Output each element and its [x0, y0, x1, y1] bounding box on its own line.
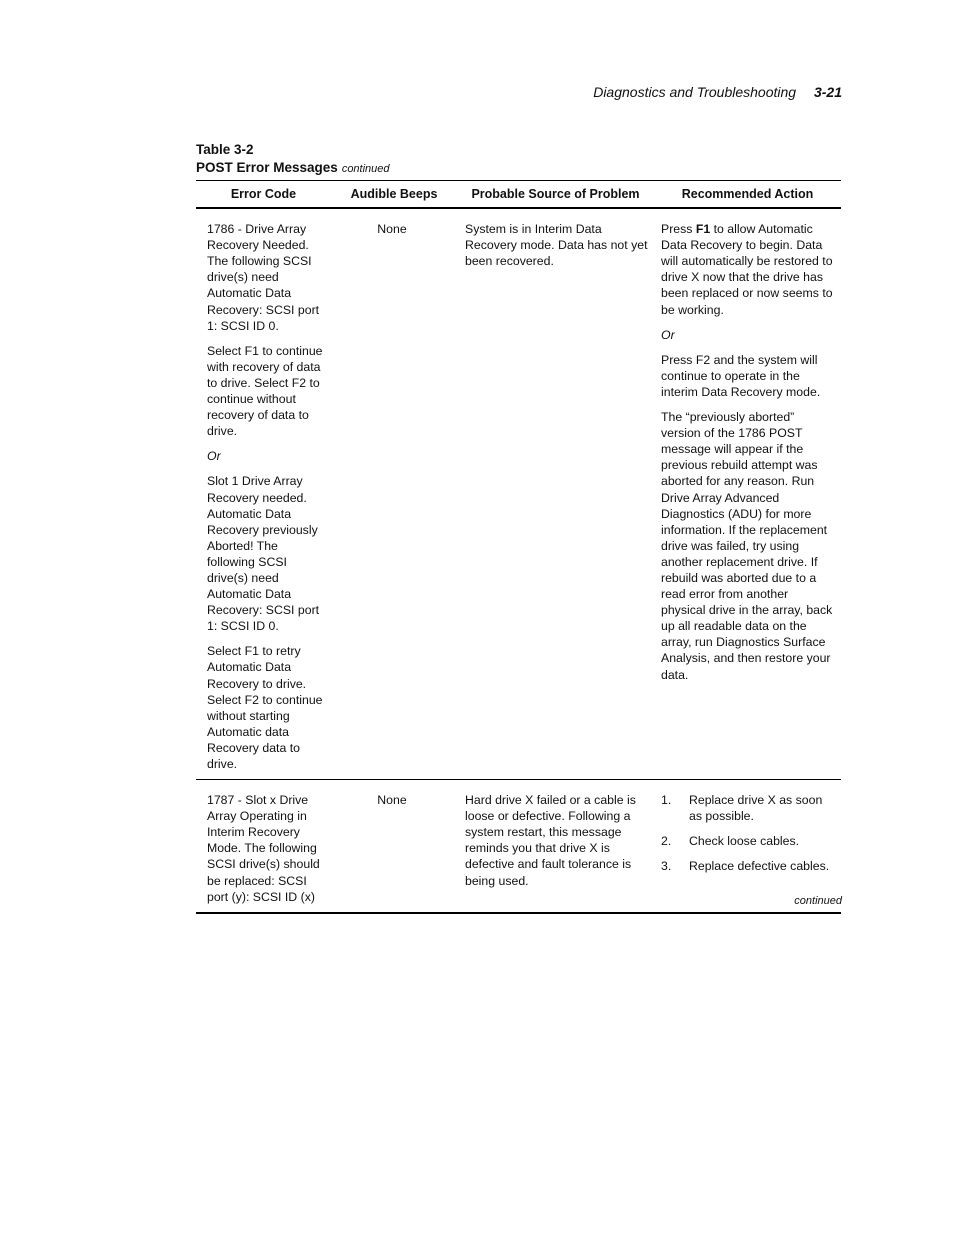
list-item — [661, 833, 835, 849]
or-separator: Or — [661, 327, 675, 342]
action-text: Press — [661, 222, 696, 237]
table-title: POST Error Messages — [196, 160, 338, 175]
table-row — [196, 780, 841, 913]
running-header — [593, 84, 842, 100]
table-number: Table 3-2 — [196, 142, 254, 157]
action-paragraph: The “previously aborted” version of the 1786 POST message will appear if the previous rebuild attempt was aborted for any reason. Run Drive Array Advanced Diagnostics (ADU) for more information. If the replacement drive was failed, try using another replacement drive. If rebuild was aborted due to a read error from another physical drive in the array, back up all readable data on the array, run Diagnostics Surface Analysis, and then restore your data. — [661, 410, 833, 682]
step-number: 1. — [661, 793, 672, 808]
chapter-title: Diagnostics and Troubleshooting — [593, 84, 797, 100]
audible-beeps-cell: None — [331, 208, 457, 780]
step-number: 3. — [661, 859, 672, 874]
error-code-cell — [196, 208, 331, 780]
step-text: Replace drive X as soon as possible. — [689, 793, 823, 824]
post-error-table — [196, 180, 841, 914]
key-label: F1 — [695, 222, 711, 237]
error-message: Slot 1 Drive Array Recovery needed. Automatic Data Recovery previously Aborted! The following SCSI drive(s) need Automatic Data Recovery: SCSI port 1: SCSI ID 0. — [207, 474, 320, 634]
step-text: Replace defective cables. — [689, 859, 830, 874]
table-header-row — [196, 181, 841, 209]
column-header-audible-beeps: Audible Beeps — [331, 181, 457, 209]
step-text: Check loose cables. — [689, 834, 800, 849]
column-header-error-code: Error Code — [196, 181, 331, 209]
column-header-recommended-action: Recommended Action — [654, 181, 841, 209]
action-paragraph: Press F2 and the system will continue to operate in the interim Data Recovery mode. — [661, 352, 821, 399]
page-number: 3-21 — [813, 84, 842, 100]
error-code-cell: 1787 - Slot x Drive Array Operating in Interim Recovery Mode. The following SCSI drive(s) should be replaced: SCSI port (y): SCSI ID (x) — [196, 780, 331, 913]
error-message: 1786 - Drive Array Recovery Needed. The following SCSI drive(s) need Automatic Data Recovery: SCSI port 1: SCSI ID 0. — [207, 222, 320, 333]
list-item — [661, 792, 835, 824]
action-steps-list — [661, 792, 835, 874]
continued-footer: continued — [794, 895, 842, 907]
continued-note: continued — [341, 163, 390, 175]
audible-beeps-cell: None — [331, 780, 457, 913]
error-instruction: Select F1 to retry Automatic Data Recovery to drive. Select F2 to continue without starting Automatic data Recovery data to drive. — [207, 644, 323, 771]
probable-source-cell: Hard drive X failed or a cable is loose or defective. Following a system restart, this message reminds you that drive X is defective and fault tolerance is being used. — [457, 780, 654, 913]
or-separator: Or — [207, 449, 221, 464]
list-item — [661, 858, 835, 874]
probable-source-cell: System is in Interim Data Recovery mode. Data has not yet been recovered. — [457, 208, 654, 780]
recommended-action-cell — [654, 780, 841, 913]
recommended-action-cell — [654, 208, 841, 780]
error-instruction: Select F1 to continue with recovery of data to drive. Select F2 to continue without recovery of data to drive. — [207, 343, 323, 439]
column-header-probable-source: Probable Source of Problem — [457, 181, 654, 209]
step-number: 2. — [661, 834, 672, 849]
action-paragraph — [661, 221, 835, 318]
action-text: to allow Automatic Data Recovery to begin. Data will automatically be restored to drive X now that the drive has been replaced or now seems to be working. — [661, 222, 833, 317]
table-caption — [196, 141, 390, 178]
table-row — [196, 208, 841, 780]
